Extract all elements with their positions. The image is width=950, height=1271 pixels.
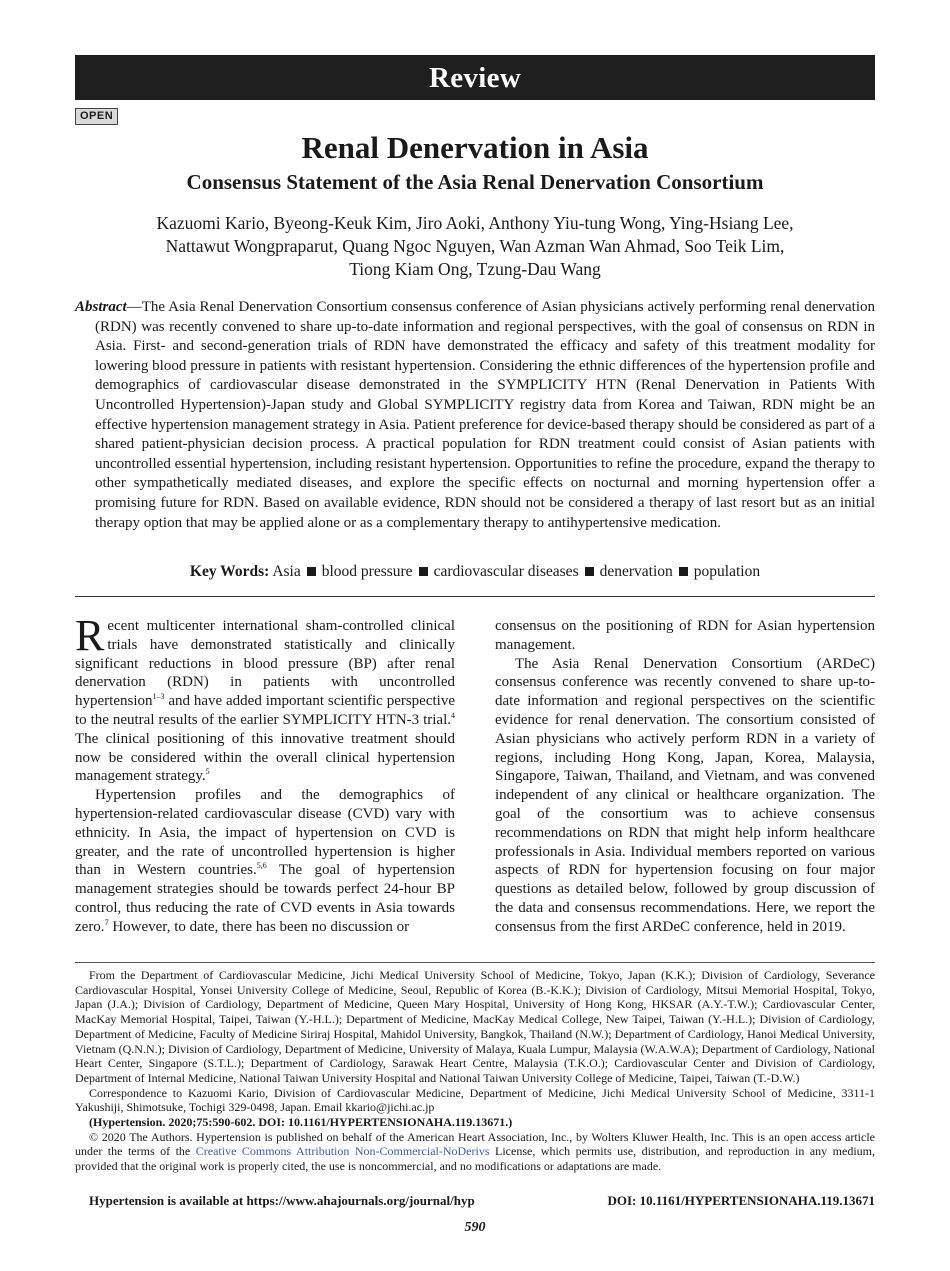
reference-citation[interactable]: 5	[205, 767, 210, 777]
keyword: Asia	[272, 563, 301, 580]
affiliations: From the Department of Cardiovascular Medicine, Jichi Medical University School of Medicine, Tokyo, Japan (K.K.); Division of Cardiology, Severance Cardiovascular Hospital, Yonsei University College of Medicine, Seoul, Republic of Korea (B.-K.K.); Division of Cardiology, Mitsui Memorial Hospital, Tokyo, Japan (J.A.); Division of Cardiology, Department of Medicine, Queen Mary Hospital, University of Hong Kong, HKSAR (A.Y.-T.W.); Cardiovascular Center, MacKay Memorial Hospital, Taipei, Taiwan (Y.-H.L.); Department of Medicine, MacKay Medical College, New Taipei, Taiwan (Y.-H.L.); Division of Cardiology, Department of Medicine, Faculty of Medicine Siriraj Hospital, Mahidol University, Bangkok, Thailand (N.W.); Department of Cardiology, Hanoi Medical University, Vietnam (Q.N.N.); Division of Cardiology, Department of Medicine, University of Malaya, Kuala Lumpur, Malaysia (W.A.W.A); Department of Cardiology, National Heart Center, Singapore (S.T.L.); Department of Cardiology, Sarawak Heart Centre, Malaysia (T.K.O.); Cardiovascular Center and Division of Cardiology, Department of Internal Medicine, National Taiwan University Hospital and National Taiwan University College of Medicine, Taipei, Taiwan (T.-D.W.)	[75, 968, 875, 1085]
body-text: The goal of hypertension management strategies should be towards perfect 24-hour BP control, thus reducing the rate of CVD events in Asia towards zero.	[75, 862, 455, 935]
license-link[interactable]: Creative Commons Attribution Non-Commercial-NoDerivs	[195, 1144, 490, 1159]
reference-citation[interactable]: 1–3	[152, 692, 165, 702]
reference-citation[interactable]: 4	[451, 710, 455, 720]
keyword: cardiovascular diseases	[433, 563, 579, 580]
body-paragraph: consensus on the positioning of RDN for Asian hypertension management.	[495, 618, 875, 653]
page-number: 590	[464, 1220, 486, 1235]
abstract	[75, 298, 875, 533]
keyword: population	[693, 563, 761, 580]
author-line: Tiong Kiam Ong, Tzung-Dau Wang	[349, 259, 601, 279]
body-text: The clinical positioning of this innovative treatment should now be considered within the overall clinical hypertension management strategy.	[75, 730, 455, 785]
article-title: Renal Denervation in Asia	[301, 130, 649, 165]
open-access-badge: OPEN	[75, 108, 118, 125]
square-bullet-icon	[419, 567, 428, 576]
author-line: Kazuomi Kario, Byeong-Keuk Kim, Jiro Aoki, Anthony Yiu-tung Wong, Ying-Hsiang Lee,	[156, 213, 794, 233]
section-banner: Review	[75, 55, 875, 100]
abstract-text: —The Asia Renal Denervation Consortium consensus conference of Asian physicians actively performing renal denervation (RDN) was recently convened to share up-to-date information and regional perspectives, with the goal of consensus on RDN in Asia. First- and second-generation trials of RDN have demonstrated the efficacy and safety of this treatment modality for lowering blood pressure in patients with resistant hypertension. Considering the ethnic differences of the hypertension profile and demographics of cardiovascular disease demonstrated in the SYMPLICITY HTN (Renal Denervation in Patients With Uncontrolled Hypertension)-Japan study and Global SYMPLICITY registry data from Korea and Taiwan, RDN might be an effective hypertension management strategy in Asia. Patient preference for device-based therapy should be considered as part of a shared patient-physician decision process. A practical population for RDN treatment could consist of Asian patients with uncontrolled essential hypertension, including resistant hypertension. Opportunities to refine the procedure, expand the therapy to other sympathetically mediated diseases, and explore the specific effects on nocturnal and morning hypertension offer a promising future for RDN. Based on available evidence, RDN should not be considered a therapy of last resort but as an initial therapy option that may be applied alone or as a complementary therapy to antihypertensive medication.	[95, 299, 875, 531]
body-text: and have added important scientific perspective to the neutral results of the earlier SYMPLICITY HTN-3 trial.	[75, 693, 455, 728]
body-paragraph	[75, 786, 455, 936]
body-text: Hypertension profiles and the demographics of hypertension-related cardiovascular disease (CVD) vary with ethnicity. In Asia, the impact of hypertension on CVD is greater, and the rate of uncontrolled hypertension is higher than in Western countries.	[75, 787, 455, 879]
footer-doi: DOI: 10.1161/HYPERTENSIONAHA.119.13671	[607, 1193, 875, 1208]
footnote-divider	[75, 962, 875, 963]
keywords-label: Key Words:	[189, 563, 270, 580]
body-paragraph: The Asia Renal Denervation Consortium (ARDeC) consensus conference was recently convened to share up-to-date information and regional perspectives on the scientific evidence for renal denervation. The consortium consisted of Asian physicians who actively perform RDN in a variety of regions, including Hong Kong, Japan, Korea, Malaysia, Singapore, Taiwan, Thailand, and Vietnam, and was convened independent of any clinical or healthcare organization. The goal of the consortium was to achieve consensus recommendations on RDN that might help inform healthcare professionals in Asia. Individual members reported on various aspects of RDN for hypertension focusing on four major questions as detailed below, followed by group discussion of the data and consensus recommendations. Here, we report the consensus from the first ARDeC conference, held in 2019.	[495, 655, 875, 935]
keyword: blood pressure	[321, 563, 413, 580]
journal-availability[interactable]: Hypertension is available at https://www.ahajournals.org/journal/hyp	[89, 1193, 475, 1208]
body-text: However, to date, there has been no discussion or	[108, 918, 410, 935]
body-column-left	[75, 611, 455, 937]
article-subtitle: Consensus Statement of the Asia Renal Denervation Consortium	[186, 170, 764, 194]
square-bullet-icon	[679, 567, 688, 576]
author-list	[115, 212, 835, 281]
footnotes	[75, 968, 875, 1174]
correspondence: Correspondence to Kazuomi Kario, Division of Cardiovascular Medicine, Department of Medicine, Jichi Medical University School of Medicine, 3311-1 Yakushiji, Shimotsuke, Tochigi 329-0498, Japan. Email kkario@jichi.ac.jp	[75, 1085, 875, 1115]
drop-cap: R	[75, 611, 105, 660]
divider	[75, 596, 875, 597]
copyright-text: © 2020 The Authors. Hypertension is published on behalf of the American Heart Association, Inc., by Wolters Kluwer Health, Inc. This is an open access article under the terms of the	[75, 1129, 875, 1159]
square-bullet-icon	[585, 567, 594, 576]
keywords	[75, 563, 875, 581]
body-text: ecent multicenter international sham-controlled clinical trials have demonstrated statistically and clinically significant reductions in blood pressure (BP) after renal denervation (RDN) in patients with uncontrolled hypertension	[75, 618, 455, 710]
copyright	[75, 1130, 875, 1174]
square-bullet-icon	[307, 567, 316, 576]
citation: (Hypertension. 2020;75:590-602. DOI: 10.1161/HYPERTENSIONAHA.119.13671.)	[89, 1115, 513, 1130]
keyword: denervation	[599, 563, 673, 580]
body-paragraph	[75, 611, 455, 786]
article-page	[75, 55, 875, 1235]
abstract-label: Abstract	[75, 299, 127, 315]
copyright-text: License, which permits use, distribution, and reproduction in any medium, provided that the original work is properly cited, the use is noncommercial, and no modifications or adaptations are made.	[75, 1144, 875, 1174]
author-line: Nattawut Wongpraparut, Quang Ngoc Nguyen, Wan Azman Wan Ahmad, Soo Teik Lim,	[165, 236, 785, 256]
body-column-right	[495, 617, 875, 937]
reference-citation[interactable]: 7	[104, 917, 109, 927]
reference-citation[interactable]: 5,6	[256, 861, 267, 871]
